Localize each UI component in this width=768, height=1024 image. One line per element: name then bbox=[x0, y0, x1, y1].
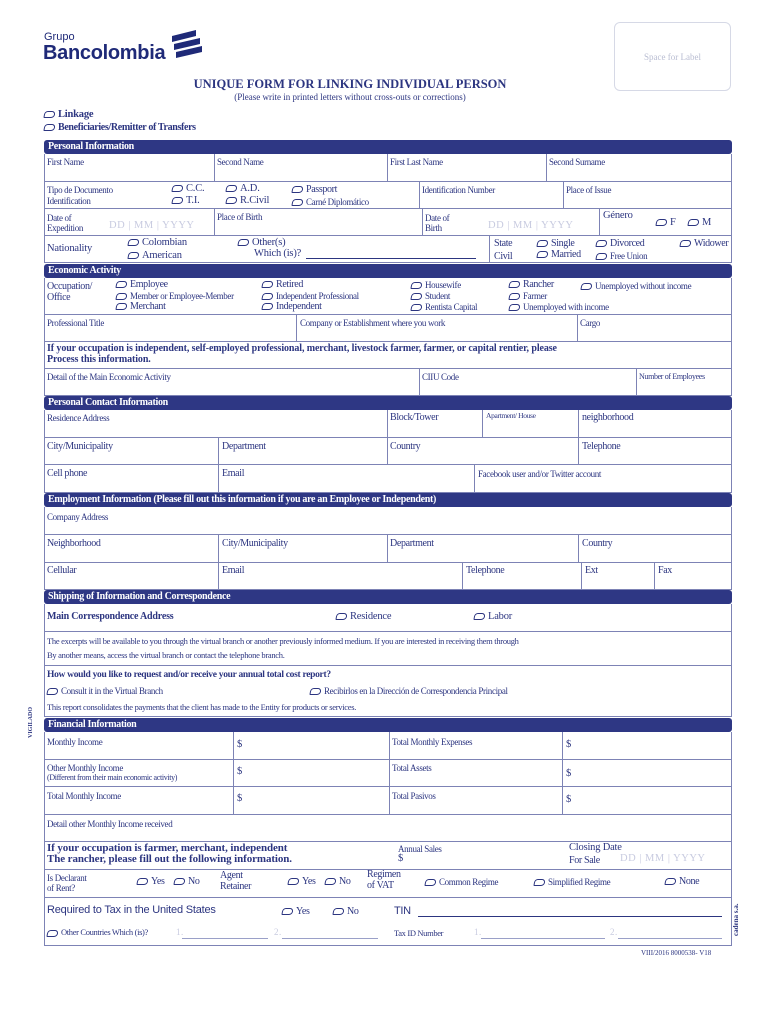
vat-common-option[interactable]: Common Regime bbox=[425, 877, 498, 887]
closing-date-label-2: For Sale bbox=[569, 855, 600, 866]
cell-phone-field[interactable]: Cell phone bbox=[47, 468, 88, 479]
monthly-income-input[interactable]: $ bbox=[237, 739, 243, 750]
employment-neighborhood-field[interactable]: Neighborhood bbox=[47, 538, 101, 549]
doc-type-label: Tipo de Documento bbox=[47, 185, 113, 195]
total-assets-input[interactable]: $ bbox=[566, 768, 572, 779]
occupation-student-option[interactable]: Student bbox=[411, 291, 450, 301]
vat-simplified-option[interactable]: Simplified Regime bbox=[534, 877, 610, 887]
professional-title-field[interactable]: Professional Title bbox=[47, 318, 104, 328]
date-expedition-label: Date of bbox=[47, 213, 72, 223]
closing-date-label: Closing Date bbox=[569, 842, 622, 853]
first-last-name-field[interactable]: First Last Name bbox=[390, 157, 443, 167]
occupation-rentista-option[interactable]: Rentista Capital bbox=[411, 302, 477, 312]
correspondence-labor-option[interactable]: Labor bbox=[474, 612, 512, 622]
nationality-colombian-option[interactable]: Colombian bbox=[128, 238, 187, 248]
nationality-american-option[interactable]: American bbox=[128, 251, 182, 261]
section-personal-contact: Personal Contact Information bbox=[44, 396, 732, 410]
agent-retainer-label: Agent bbox=[220, 870, 243, 881]
total-monthly-income-label: Total Monthly Income bbox=[47, 791, 121, 801]
declarant-yes-option[interactable]: Yes bbox=[137, 877, 165, 887]
id-number-field[interactable]: Identification Number bbox=[422, 185, 495, 195]
table-row bbox=[44, 787, 732, 815]
other-country-2-number: 2. bbox=[274, 927, 282, 937]
tax-id-2-input[interactable] bbox=[618, 938, 722, 939]
occupation-merchant-option[interactable]: Merchant bbox=[116, 302, 166, 312]
detail-other-income-field[interactable]: Detail other Monthly Income received bbox=[47, 819, 173, 829]
occupation-label-2: Office bbox=[47, 292, 71, 303]
correspondence-residence-option[interactable]: Residence bbox=[336, 612, 391, 622]
other-country-1-input[interactable] bbox=[182, 938, 268, 939]
farmer-note: If your occupation is farmer, merchant, independent bbox=[47, 842, 288, 854]
excerpts-note: The excerpts will be available to you through the virtual branch or another previously informed medium. If you are interested in receiving them through bbox=[47, 636, 519, 646]
occupation-farmer-option[interactable]: Farmer bbox=[509, 291, 547, 301]
table-row bbox=[44, 438, 732, 465]
occupation-independent-option[interactable]: Independent bbox=[262, 302, 322, 312]
section-financial: Financial Information bbox=[44, 718, 732, 732]
independent-note: If your occupation is independent, self-employed professional, merchant, livestock farmer, farmer, or capital rentier, please bbox=[47, 343, 557, 354]
agent-no-option[interactable]: No bbox=[325, 877, 351, 887]
report-mail-option[interactable]: Recibirlos en la Dirección de Correspondencia Principal bbox=[310, 686, 508, 696]
declarant-label: Is Declarant bbox=[47, 873, 87, 883]
civil-state-label-2: Civil bbox=[494, 251, 513, 262]
occupation-unemployed-income-option[interactable]: Unemployed with income bbox=[509, 302, 609, 312]
other-monthly-income-input[interactable]: $ bbox=[237, 766, 243, 777]
table-row bbox=[44, 154, 732, 182]
form-code: VIII/2016 8000538- V18 bbox=[641, 949, 712, 957]
date-expedition-label-2: Expedition bbox=[47, 223, 83, 233]
monthly-income-label: Monthly Income bbox=[47, 737, 103, 747]
company-address-field[interactable]: Company Address bbox=[47, 512, 108, 522]
social-account-field[interactable]: Facebook user and/or Twitter account bbox=[478, 469, 602, 479]
employment-department-field[interactable]: Department bbox=[390, 538, 434, 549]
form-subtitle: (Please write in printed letters without cross-outs or corrections) bbox=[234, 92, 466, 102]
doc-rcivil-option[interactable]: R.Civil bbox=[226, 196, 269, 206]
employment-country-field[interactable]: Country bbox=[582, 538, 613, 549]
civil-married-option[interactable]: Married bbox=[537, 250, 581, 260]
section-employment: Employment Information (Please fill out this information if you are an Employee or Independent) bbox=[44, 493, 732, 507]
civil-widower-option[interactable]: Widower bbox=[680, 239, 728, 249]
beneficiaries-option[interactable]: Beneficiaries/Remitter of Transfers bbox=[44, 123, 196, 133]
doc-ti-option[interactable]: T.I. bbox=[172, 196, 200, 206]
total-monthly-income-input[interactable]: $ bbox=[237, 793, 243, 804]
place-of-issue-field[interactable]: Place of Issue bbox=[566, 185, 612, 195]
tin-input[interactable] bbox=[418, 916, 722, 917]
table-row bbox=[44, 507, 732, 535]
cargo-field[interactable]: Cargo bbox=[580, 318, 601, 328]
email-field[interactable]: Email bbox=[222, 468, 245, 479]
other-country-1-number: 1. bbox=[176, 927, 184, 937]
doc-diplomatic-option[interactable]: Carné Diplomático bbox=[292, 197, 369, 207]
total-monthly-expenses-label: Total Monthly Expenses bbox=[392, 737, 473, 747]
section-economic-activity: Economic Activity bbox=[44, 264, 732, 278]
annual-sales-input[interactable]: $ bbox=[398, 853, 404, 864]
doc-passport-option[interactable]: Passport bbox=[292, 185, 337, 195]
company-field[interactable]: Company or Establishment where you work bbox=[300, 318, 446, 328]
occupation-member-option[interactable]: Member or Employee-Member bbox=[116, 291, 234, 301]
nationality-which-input[interactable] bbox=[306, 258, 476, 259]
checkbox-icon bbox=[43, 124, 55, 131]
civil-free-union-option[interactable]: Free Union bbox=[596, 251, 647, 261]
place-of-birth-field[interactable]: Place of Birth bbox=[217, 212, 263, 222]
excerpts-note-2: By another means, access the virtual branch or contact the telephone branch. bbox=[47, 650, 285, 660]
department-field[interactable]: Department bbox=[222, 441, 266, 452]
closing-date-field[interactable]: DD | MM | YYYY bbox=[620, 853, 706, 864]
main-activity-detail-field[interactable]: Detail of the Main Economic Activity bbox=[47, 372, 171, 382]
residence-address-field[interactable]: Residence Address bbox=[47, 413, 110, 423]
table-row bbox=[44, 182, 732, 209]
annual-sales-label: Annual Sales bbox=[398, 844, 442, 854]
nationality-which-label: Which (is)? bbox=[254, 248, 302, 259]
other-country-2-input[interactable] bbox=[282, 938, 378, 939]
farmer-note-2: The rancher, please fill out the following information. bbox=[47, 853, 292, 865]
table-row bbox=[44, 732, 732, 760]
vigilado-stamp: VIGILADO bbox=[28, 706, 34, 738]
date-expedition-field[interactable]: DD | MM | YYYY bbox=[109, 220, 195, 231]
second-surname-field[interactable]: Second Surname bbox=[549, 157, 605, 167]
occupation-employee-option[interactable]: Employee bbox=[116, 280, 168, 290]
other-monthly-income-sublabel: (Different from their main economic activity) bbox=[47, 773, 178, 782]
total-monthly-expenses-input[interactable]: $ bbox=[566, 739, 572, 750]
gender-label: Género bbox=[603, 210, 633, 221]
civil-single-option[interactable]: Single bbox=[537, 239, 574, 249]
form-title: UNIQUE FORM FOR LINKING INDIVIDUAL PERSON bbox=[193, 77, 507, 91]
bancolombia-logo-icon bbox=[170, 28, 204, 58]
independent-note-2: Process this information. bbox=[47, 354, 151, 365]
block-tower-field[interactable]: Block/Tower bbox=[390, 412, 439, 423]
nationality-label: Nationality bbox=[47, 243, 93, 254]
cadena-imprint: cadena s.a. bbox=[732, 903, 740, 936]
occupation-unemployed-no-income-option[interactable]: Unemployed without income bbox=[581, 281, 691, 291]
agent-yes-option[interactable]: Yes bbox=[288, 877, 316, 887]
number-employees-field[interactable]: Number of Employees bbox=[639, 372, 705, 381]
logo-brand-name: Bancolombia bbox=[43, 42, 166, 64]
occupation-retired-option[interactable]: Retired bbox=[262, 280, 303, 290]
other-countries-label: Other Countries Which (is)? bbox=[47, 927, 148, 937]
tax-id-1-input[interactable] bbox=[481, 938, 605, 939]
other-monthly-income-label: Other Monthly Income bbox=[47, 763, 123, 773]
date-birth-label-2: Birth bbox=[425, 223, 442, 233]
neighborhood-field[interactable]: neighborhood bbox=[582, 412, 634, 423]
nationality-other-option[interactable]: Other(s) bbox=[238, 238, 285, 248]
employment-telephone-field[interactable]: Telephone bbox=[466, 565, 505, 576]
main-correspondence-label: Main Correspondence Address bbox=[47, 611, 174, 622]
occupation-housewife-option[interactable]: Housewife bbox=[411, 280, 461, 290]
gender-m-option[interactable]: M bbox=[688, 218, 711, 228]
vat-none-option[interactable]: None bbox=[665, 877, 699, 887]
declarant-label-2: of Rent? bbox=[47, 883, 75, 893]
employment-email-field[interactable]: Email bbox=[222, 565, 245, 576]
ciiu-code-field[interactable]: CIIU Code bbox=[422, 372, 459, 382]
checkbox-icon bbox=[43, 111, 55, 118]
linkage-option[interactable]: Linkage bbox=[44, 110, 93, 120]
second-name-field[interactable]: Second Name bbox=[217, 157, 264, 167]
date-birth-field[interactable]: DD | MM | YYYY bbox=[488, 220, 574, 231]
logo-group-text: Grupo bbox=[44, 31, 75, 43]
us-tax-label: Required to Tax in the United States bbox=[47, 904, 216, 916]
telephone-field[interactable]: Telephone bbox=[582, 441, 621, 452]
doc-ad-option[interactable]: A.D. bbox=[226, 184, 260, 194]
annual-report-question: How would you like to request and/or receive your annual total cost report? bbox=[47, 670, 331, 680]
report-note: This report consolidates the payments that the client has made to the Entity for products or services. bbox=[47, 702, 357, 712]
section-shipping: Shipping of Information and Correspondence bbox=[44, 590, 732, 604]
total-pasivos-input[interactable]: $ bbox=[566, 794, 572, 805]
country-field[interactable]: Country bbox=[390, 441, 421, 452]
doc-type-label-2: Identification bbox=[47, 196, 91, 206]
us-tax-no-option[interactable]: No bbox=[333, 907, 359, 917]
date-birth-label: Date of bbox=[425, 213, 450, 223]
gender-f-option[interactable]: F bbox=[656, 218, 676, 228]
tin-label: TIN bbox=[394, 905, 411, 917]
vat-regime-label: Regimen bbox=[367, 869, 401, 880]
employment-city-field[interactable]: City/Municipality bbox=[222, 538, 288, 549]
section-personal-information: Personal Information bbox=[44, 140, 732, 154]
agent-retainer-label-2: Retainer bbox=[220, 881, 252, 892]
employment-cellular-field[interactable]: Cellular bbox=[47, 565, 77, 576]
declarant-no-option[interactable]: No bbox=[174, 877, 200, 887]
occupation-independent-professional-option[interactable]: Independent Professional bbox=[262, 291, 359, 301]
first-name-field[interactable]: First Name bbox=[47, 157, 84, 167]
occupation-rancher-option[interactable]: Rancher bbox=[509, 280, 554, 290]
total-pasivos-label: Total Pasivos bbox=[392, 791, 436, 801]
employment-fax-field[interactable]: Fax bbox=[658, 565, 672, 576]
occupation-label: Occupation/ bbox=[47, 281, 93, 292]
civil-state-label: State bbox=[494, 238, 513, 249]
tax-id-label: Tax ID Number bbox=[394, 928, 444, 938]
total-assets-label: Total Assets bbox=[392, 763, 432, 773]
city-field[interactable]: City/Municipality bbox=[47, 441, 113, 452]
doc-cc-option[interactable]: C.C. bbox=[172, 184, 204, 194]
apartment-field[interactable]: Apartment/ House bbox=[486, 411, 536, 420]
employment-ext-field[interactable]: Ext bbox=[585, 565, 598, 576]
tax-id-1-number: 1. bbox=[474, 927, 482, 937]
report-virtual-option[interactable]: Consult it in the Virtual Branch bbox=[47, 686, 163, 696]
us-tax-yes-option[interactable]: Yes bbox=[282, 907, 310, 917]
vat-regime-label-2: of VAT bbox=[367, 880, 394, 891]
tax-id-2-number: 2. bbox=[610, 927, 618, 937]
civil-divorced-option[interactable]: Divorced bbox=[596, 239, 644, 249]
label-space: Space for Label bbox=[614, 22, 731, 91]
table-row bbox=[44, 535, 732, 563]
